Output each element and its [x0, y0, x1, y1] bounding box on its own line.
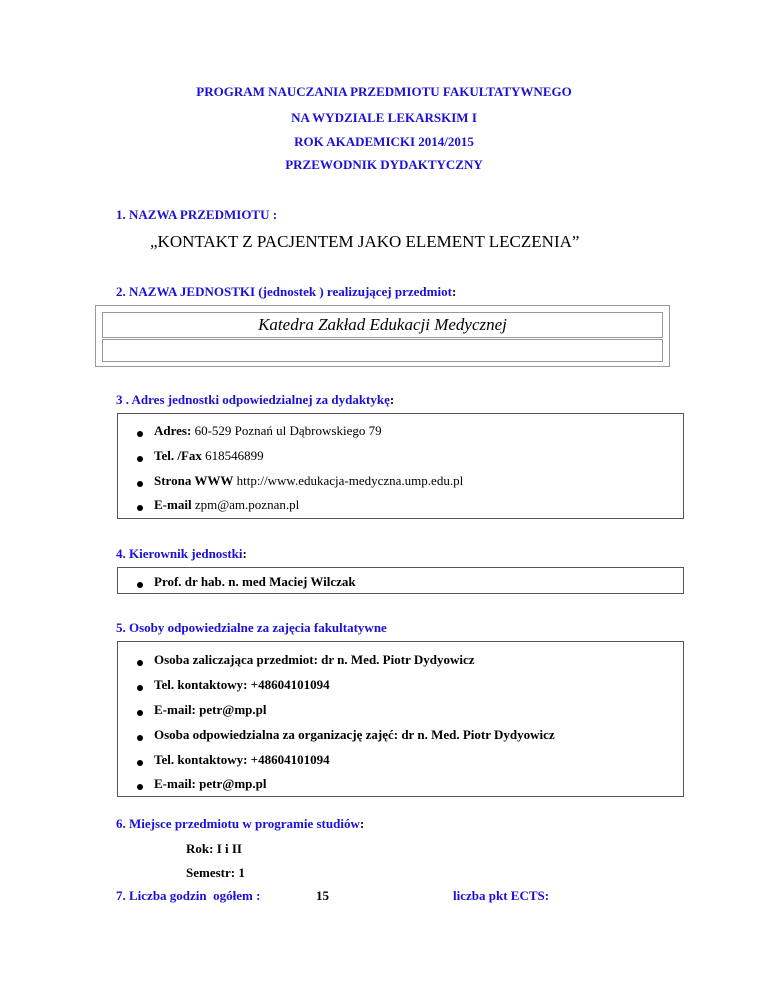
unit-empty-cell — [102, 339, 663, 362]
email-key: E-mail — [154, 497, 192, 512]
responsible-text: Tel. kontaktowy: +48604101094 — [154, 677, 330, 692]
address-box — [117, 413, 684, 519]
section-6-colon: : — [359, 816, 365, 831]
section-6-label — [116, 816, 364, 832]
ects-label: liczba pkt ECTS: — [453, 888, 550, 903]
section-6-label-text: 6. Miejsce przedmiotu w programie studiów — [116, 816, 360, 831]
responsible-text: Osoba odpowiedzialna za organizację zajęć: dr n. Med. Piotr Dydyowicz — [154, 727, 555, 742]
head-of-unit: Prof. dr hab. n. med Maciej Wilczak — [154, 574, 356, 589]
section-4-label — [116, 546, 247, 562]
section-2-label — [116, 284, 456, 300]
section-2-label-text: 2. NAZWA JEDNOSTKI (jednostek ) realizującej przedmiot — [116, 284, 452, 299]
responsible-text: Osoba zaliczająca przedmiot: dr n. Med. Piotr Dydyowicz — [154, 652, 475, 667]
section-3-colon: : — [389, 392, 395, 407]
website-link[interactable]: http://www.edukacja-medyczna.ump.edu.pl — [233, 473, 464, 488]
year-of-study: Rok: I i II — [186, 841, 242, 856]
section-3-label-text: 3 . Adres jednostki odpowiedzialnej za dydaktykę — [116, 392, 390, 407]
section-5-label: 5. Osoby odpowiedzialne za zajęcia fakultatywne — [116, 620, 387, 635]
address-key: Adres: — [154, 423, 192, 438]
responsible-text: E-mail: petr@mp.pl — [154, 702, 267, 717]
phone-value: 618546899 — [201, 448, 264, 463]
section-4-label-text: 4. Kierownik jednostki — [116, 546, 243, 561]
total-hours: 15 — [316, 888, 329, 903]
header-line-1: PROGRAM NAUCZANIA PRZEDMIOTU FAKULTATYWNEGO — [196, 84, 572, 99]
header-line-3: ROK AKADEMICKI 2014/2015 — [294, 134, 474, 149]
section-7-label: 7. Liczba godzin ogółem : — [116, 888, 261, 903]
responsible-box — [117, 641, 684, 797]
unit-box — [95, 305, 670, 367]
section-3-label — [116, 392, 394, 408]
phone-key: Tel. /Fax — [154, 448, 202, 463]
head-box — [117, 567, 684, 594]
unit-name: Katedra Zakład Edukacji Medycznej — [258, 315, 507, 334]
section-4-colon: : — [242, 546, 247, 561]
responsible-text: E-mail: petr@mp.pl — [154, 776, 267, 791]
semester: Semestr: 1 — [186, 865, 245, 880]
address-value: 60-529 Poznań ul Dąbrowskiego 79 — [191, 423, 382, 438]
course-title: „KONTAKT Z PACJENTEM JAKO ELEMENT LECZENIA” — [150, 232, 580, 251]
header-line-4: PRZEWODNIK DYDAKTYCZNY — [285, 157, 483, 172]
email-link[interactable]: zpm@am.poznan.pl — [191, 497, 300, 512]
section-1-label: 1. NAZWA PRZEDMIOTU : — [116, 207, 278, 222]
unit-cell — [102, 312, 663, 338]
responsible-text: Tel. kontaktowy: +48604101094 — [154, 752, 330, 767]
section-2-colon: : — [451, 284, 457, 299]
header-line-2: NA WYDZIALE LEKARSKIM I — [291, 110, 477, 125]
website-key: Strona WWW — [154, 473, 234, 488]
